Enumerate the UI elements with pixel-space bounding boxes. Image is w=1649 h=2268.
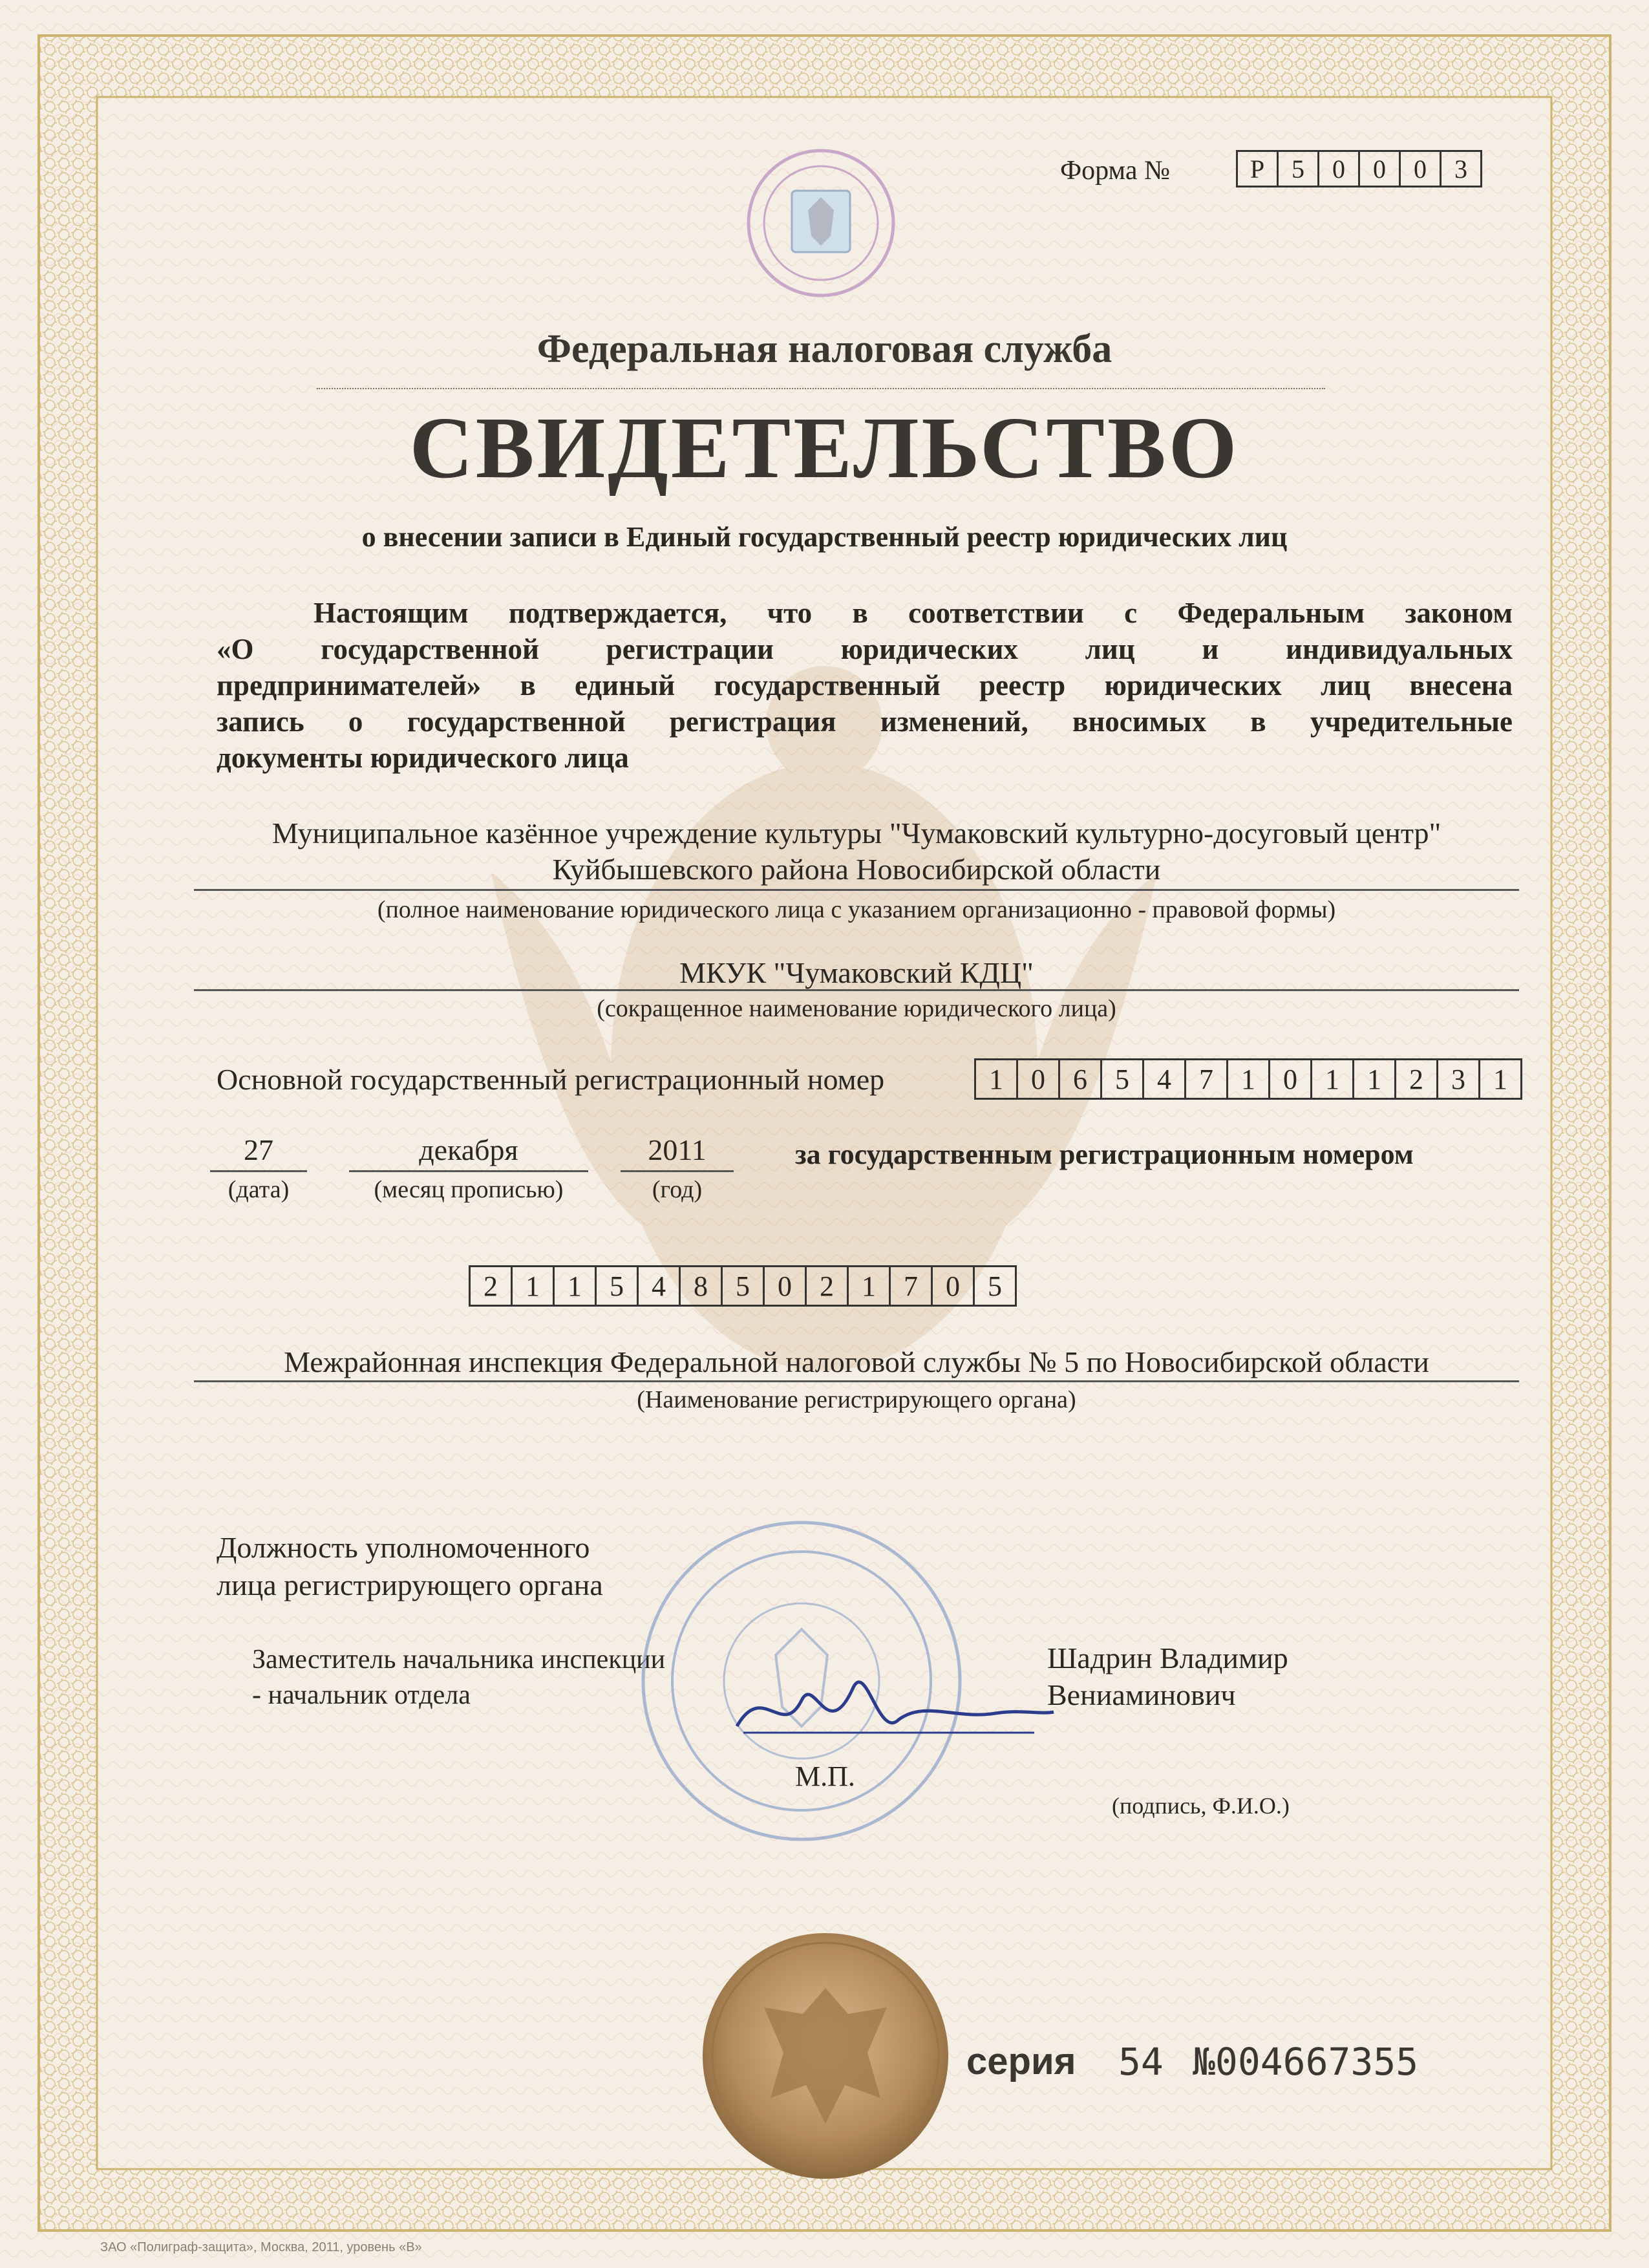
ogrn-digit-3: 6 bbox=[1058, 1058, 1102, 1100]
authority-underline bbox=[194, 1380, 1519, 1382]
gold-seal bbox=[699, 1930, 952, 2182]
grn-digit-4: 5 bbox=[595, 1265, 639, 1307]
paragraph-line: «О государственной регистрации юридических лиц и индивидуальных bbox=[217, 633, 1513, 665]
signature bbox=[724, 1642, 1060, 1759]
mp-label: М.П. bbox=[795, 1760, 855, 1792]
grn-digit-7: 5 bbox=[721, 1265, 765, 1307]
ogrn-digit-2: 0 bbox=[1016, 1058, 1060, 1100]
year-caption: (год) bbox=[652, 1176, 703, 1203]
fns-emblem bbox=[737, 145, 905, 301]
grn-digit-6: 8 bbox=[679, 1265, 723, 1307]
entity-full-name-line1: Муниципальное казённое учреждение культуры "Чумаковский культурно-досуговый центр" bbox=[271, 817, 1442, 850]
form-number-digit-6: 3 bbox=[1440, 150, 1482, 187]
date-month: декабря bbox=[419, 1133, 518, 1166]
ogrn-digit-9: 1 bbox=[1310, 1058, 1354, 1100]
form-number-digit-4: 0 bbox=[1358, 150, 1401, 187]
signatory-name-line2: Вениаминович bbox=[1047, 1678, 1236, 1711]
form-number-digit-3: 0 bbox=[1317, 150, 1360, 187]
position-label-line1: Должность уполномоченного bbox=[217, 1531, 590, 1564]
serial-number: №004667355 bbox=[1193, 2040, 1419, 2084]
form-number-digit-1: Р bbox=[1236, 150, 1279, 187]
agency-underline bbox=[317, 388, 1325, 389]
paragraph-line: предпринимателей» в единый государственный реестр юридических лиц внесена bbox=[217, 669, 1513, 701]
registering-authority: Межрайонная инспекция Федеральной налоговой службы № 5 по Новосибирской области bbox=[284, 1345, 1429, 1378]
form-number bbox=[1238, 150, 1482, 187]
document-title: СВИДЕТЕЛЬСТВО bbox=[409, 400, 1240, 497]
series-label: серия bbox=[966, 2040, 1076, 2082]
grn-digit-11: 7 bbox=[889, 1265, 933, 1307]
month-caption: (месяц прописью) bbox=[374, 1176, 564, 1203]
form-number-digit-2: 5 bbox=[1277, 150, 1319, 187]
day-caption: (дата) bbox=[228, 1176, 290, 1203]
ogrn-digit-12: 3 bbox=[1436, 1058, 1480, 1100]
entity-short-name: МКУК "Чумаковский КДЦ" bbox=[679, 956, 1034, 989]
grn-digit-5: 4 bbox=[637, 1265, 681, 1307]
ogrn-digit-10: 1 bbox=[1352, 1058, 1396, 1100]
certification-paragraph bbox=[217, 595, 1513, 776]
signatory-name-line1: Шадрин Владимир bbox=[1047, 1642, 1288, 1674]
ogrn-label: Основной государственный регистрационный номер bbox=[217, 1063, 885, 1096]
series-value: 54 bbox=[1118, 2040, 1164, 2084]
ogrn-digit-5: 4 bbox=[1142, 1058, 1186, 1100]
paragraph-line: запись о государственной регистрация изменений, вносимых в учредительные bbox=[217, 705, 1513, 738]
entity-full-name-line2: Куйбышевского района Новосибирской области bbox=[552, 853, 1161, 886]
grn-digit-10: 1 bbox=[847, 1265, 891, 1307]
ogrn-digit-13: 1 bbox=[1478, 1058, 1522, 1100]
signatory-position-line2: - начальник отдела bbox=[252, 1680, 471, 1710]
grn-digit-8: 0 bbox=[763, 1265, 807, 1307]
document-subtitle: о внесении записи в Единый государственный реестр юридических лиц bbox=[361, 521, 1288, 553]
paragraph-line: документы юридического лица bbox=[217, 742, 629, 774]
ogrn-digit-7: 1 bbox=[1226, 1058, 1270, 1100]
ogrn-digit-1: 1 bbox=[974, 1058, 1018, 1100]
grn-lead-text: за государственным регистрационным номером bbox=[795, 1139, 1414, 1170]
agency-name: Федеральная налоговая служба bbox=[537, 327, 1112, 371]
month-underline bbox=[349, 1170, 588, 1172]
printer-imprint: ЗАО «Полиграф-защита», Москва, 2011, уровень «В» bbox=[100, 2240, 422, 2254]
date-day: 27 bbox=[244, 1133, 273, 1166]
grn-digit-9: 2 bbox=[805, 1265, 849, 1307]
grn-digit-13: 5 bbox=[973, 1265, 1017, 1307]
grn-digit-2: 1 bbox=[511, 1265, 555, 1307]
date-year: 2011 bbox=[648, 1133, 707, 1166]
signature-caption: (подпись, Ф.И.О.) bbox=[1112, 1793, 1290, 1819]
short-name-caption: (сокращенное наименование юридического лица) bbox=[597, 995, 1116, 1022]
authority-caption: (Наименование регистрирующего органа) bbox=[637, 1386, 1076, 1413]
day-underline bbox=[210, 1170, 307, 1172]
ogrn-digit-11: 2 bbox=[1394, 1058, 1438, 1100]
ogrn-digit-8: 0 bbox=[1268, 1058, 1312, 1100]
short-name-underline bbox=[194, 989, 1519, 991]
grn-number bbox=[471, 1265, 1017, 1307]
form-number-digit-5: 0 bbox=[1399, 150, 1442, 187]
paragraph-line: Настоящим подтверждается, что в соответствии с Федеральным законом bbox=[314, 597, 1513, 629]
form-label: Форма № bbox=[1060, 156, 1171, 186]
signatory-position-line1: Заместитель начальника инспекции bbox=[252, 1645, 666, 1674]
full-name-underline bbox=[194, 889, 1519, 891]
ogrn-number bbox=[976, 1058, 1522, 1100]
position-label-line2: лица регистрирующего органа bbox=[217, 1568, 603, 1601]
year-underline bbox=[621, 1170, 734, 1172]
ogrn-digit-6: 7 bbox=[1184, 1058, 1228, 1100]
ogrn-digit-4: 5 bbox=[1100, 1058, 1144, 1100]
grn-digit-3: 1 bbox=[553, 1265, 597, 1307]
grn-digit-12: 0 bbox=[931, 1265, 975, 1307]
grn-digit-1: 2 bbox=[469, 1265, 513, 1307]
full-name-caption: (полное наименование юридического лица с указанием организационно - правовой формы) bbox=[377, 896, 1336, 923]
